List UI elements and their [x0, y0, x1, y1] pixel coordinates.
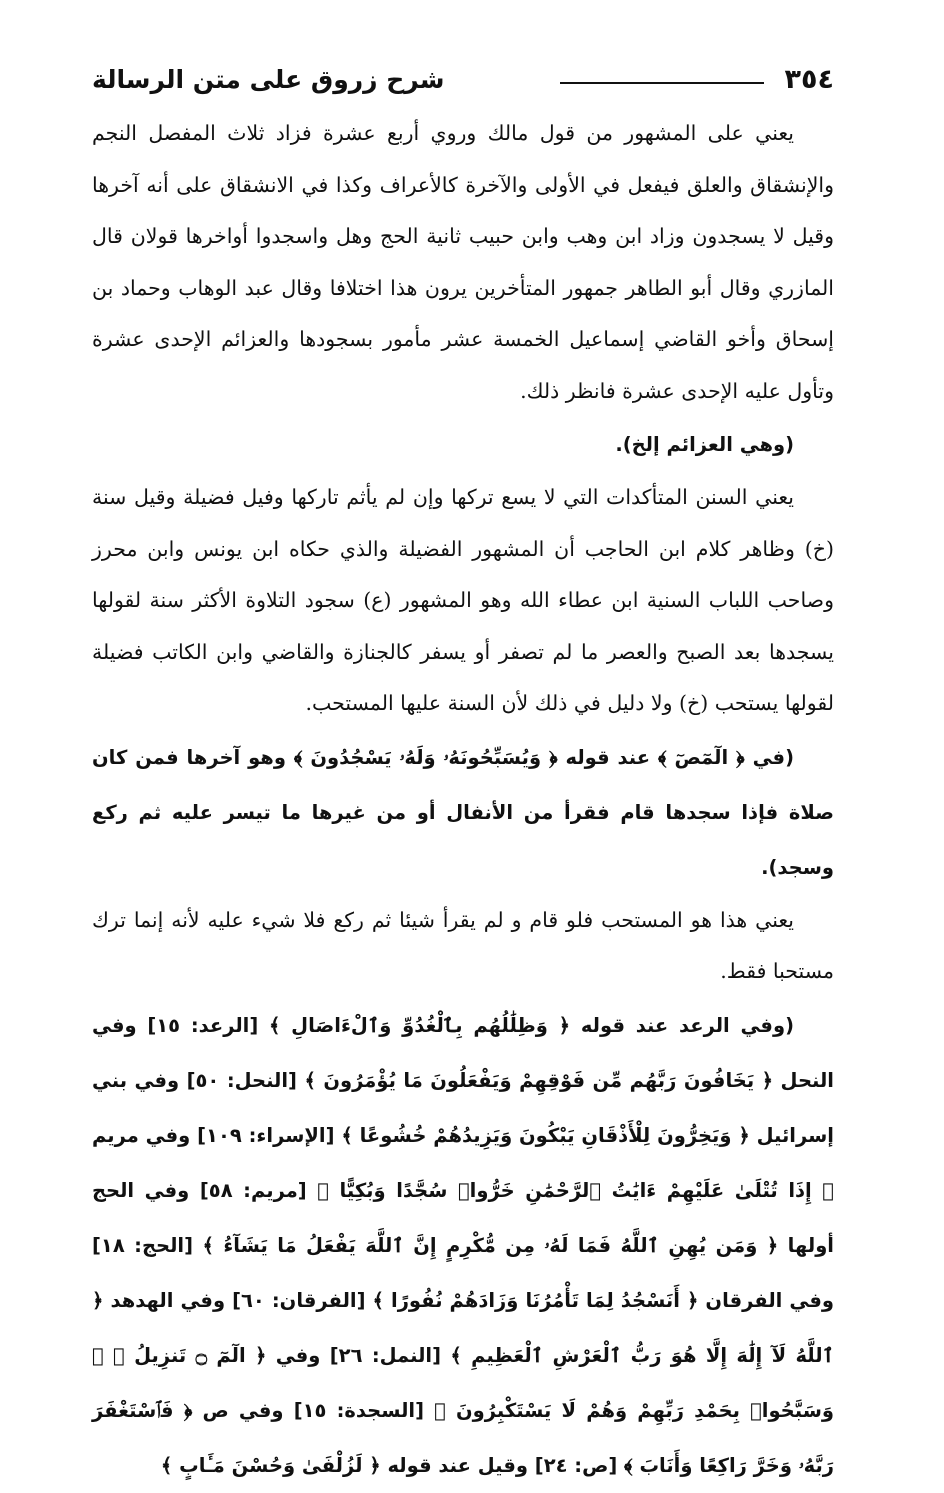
book-page [92, 62, 834, 1477]
page-body [92, 108, 834, 1493]
page-header [92, 62, 834, 106]
header-rule [560, 82, 764, 84]
matn-paragraph: (في ﴿ الٓمٓصٓ ﴾ عند قوله ﴿ وَيُسَبِّحُونَهُۥ وَلَهُۥ يَسْجُدُونَ ﴾ وهو آخرها فمن كان صلاة فإذا سجدها قام فقرأ من الأنفال أو من غيرها ما تيسر عليه ثم ركع وسجد). [92, 745, 834, 879]
matn-heading: (وهي العزائم إلخ). [615, 433, 794, 456]
running-title: شرح زروق على متن الرسالة [92, 65, 445, 94]
matn-paragraph: (وفي الرعد عند قوله ﴿ وَظِلَٰلُهُم بِٱلْغُدُوِّ وَٱلْءَاصَالِ ﴾ [الرعد: ١٥] وفي النحل ﴿ يَخَافُونَ رَبَّهُم مِّن فَوْقِهِمْ وَيَفْعَلُونَ مَا يُؤْمَرُونَ ﴾ [النحل: ٥٠] وفي بني إسرائيل ﴿ وَيَخِرُّونَ لِلْأَذْقَانِ يَبْكُونَ وَيَزِيدُهُمْ خُشُوعًا ﴾ [الإسراء: ١٠٩] وفي مريم ﴿ إِذَا تُتْلَىٰ عَلَيْهِمْ ءَايَٰتُ ٱلرَّحْمَٰنِ خَرُّوا۟ سُجَّدًا وَبُكِيًّا ﴾ [مريم: ٥٨] وفي الحج أولها ﴿ وَمَن يُهِنِ ٱللَّهُ فَمَا لَهُۥ مِن مُّكْرِمٍ إِنَّ ٱللَّهَ يَفْعَلُ مَا يَشَآءُ ﴾ [الحج: ١٨] وفي الفرقان ﴿ أَنَسْجُدُ لِمَا تَأْمُرُنَا وَزَادَهُمْ نُفُورًا ﴾ [الفرقان: ٦٠] وفي الهدهد ﴿ ٱللَّهُ لَآ إِلَٰهَ إِلَّا هُوَ رَبُّ ٱلْعَرْشِ ٱلْعَظِيمِ ﴾ [النمل: ٢٦] وفي ﴿ الٓمٓ ۝ تَنزِيلُ ﴾ ﴿ وَسَبَّحُوا۟ بِحَمْدِ رَبِّهِمْ وَهُمْ لَا يَسْتَكْبِرُونَ ﴾ [السجدة: ١٥] وفي ص ﴿ فَٱسْتَغْفَرَ رَبَّهُۥ وَخَرَّ رَاكِعًا وَأَنَابَ ﴾ [ص: ٢٤] وقيل عند قوله ﴿ لَزُلْفَىٰ وَحُسْنَ مَـَٔابٍ ﴾ [92, 1013, 834, 1477]
commentary-paragraph: يعني السنن المتأكدات التي لا يسع تركها وإن لم يأثم تاركها وفيل فضيلة وقيل سنة (خ) وظاهر كلام ابن الحاجب أن المشهور الفضيلة والذي حكاه ابن يونس وابن محرز وصاحب اللباب السنية ابن عطاء الله وهو المشهور (ع) سجود التلاوة الأكثر سنة لقولها يسجدها بعد الصبح والعصر ما لم تصفر أو يسفر كالجنازة والقاضي وابن الكاتب فضيلة لقولها يستحب (خ) ولا دليل في ذلك لأن السنة عليها المستحب. [92, 485, 834, 715]
commentary-paragraph: يعني على المشهور من قول مالك وروي أربع عشرة فزاد ثلاث المفصل النجم والإنشقاق والعلق فيفعل في الأولى والآخرة كالأعراف وكذا في الانشقاق على أنه آخرها وقيل لا يسجدون وزاد ابن وهب وابن حبيب ثانية الحج وهل واسجدوا أواخرها قولان قال المازري وقال أبو الطاهر جمهور المتأخرين يرون هذا اختلافا وقال عبد الوهاب وحماد بن إسحاق وأخو القاضي إسماعيل الخمسة عشر مأمور بسجودها والعزائم الإحدى عشرة وتأول عليه الإحدى عشرة فانظر ذلك. [92, 121, 834, 403]
page-number: ٣٥٤ [784, 64, 834, 95]
commentary-paragraph: يعني هذا هو المستحب فلو قام و لم يقرأ شيئا ثم ركع فلا شيء عليه لأنه إنما ترك مستحبا فقط. [92, 907, 834, 983]
